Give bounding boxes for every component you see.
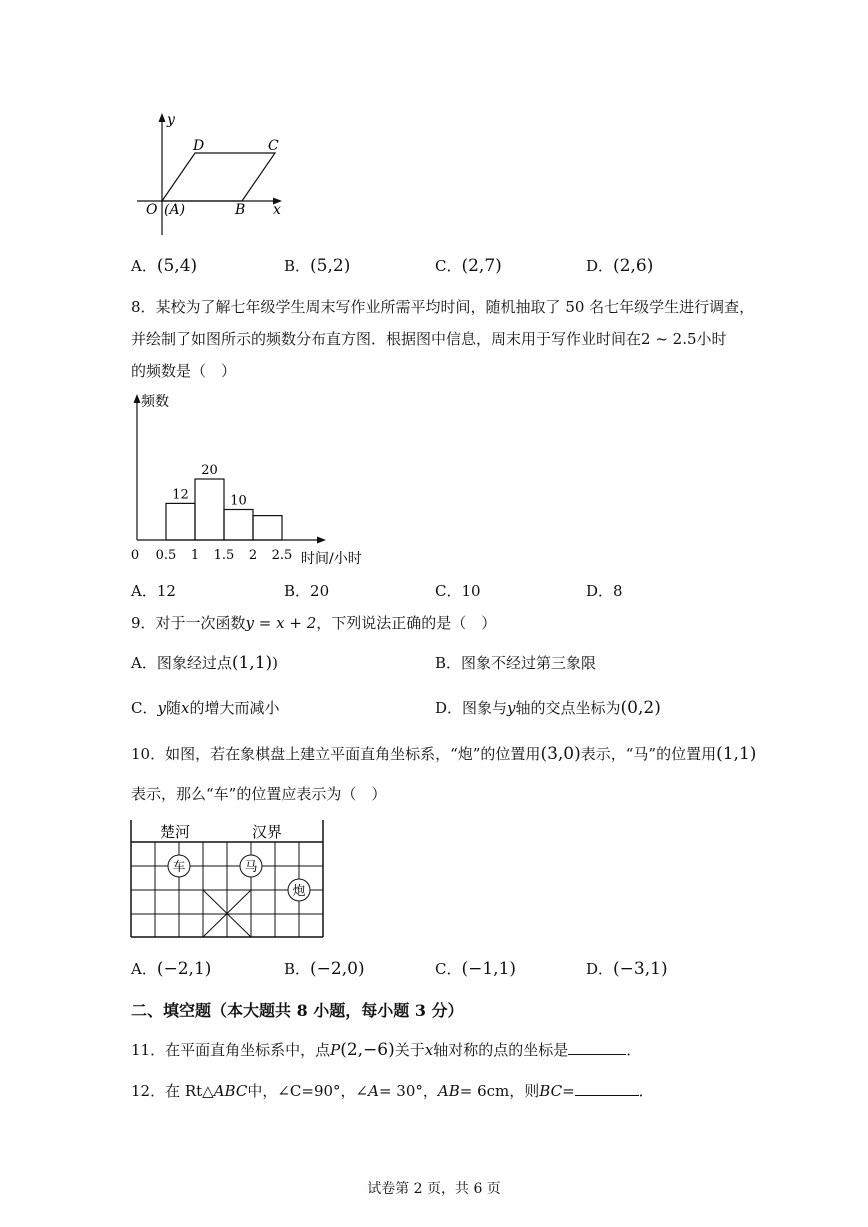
histogram-bar <box>253 516 282 540</box>
option-text: 轴的交点坐标为 <box>515 699 621 717</box>
q7-option-c[interactable] <box>435 255 502 276</box>
var-x: x <box>424 1041 434 1059</box>
q10-text: 10．如图，若在象棋盘上建立平面直角坐标系，“炮”的位置用 <box>131 745 541 763</box>
var-y: y <box>507 699 516 717</box>
q10-option-a[interactable] <box>131 958 211 979</box>
histogram-bar <box>166 503 195 540</box>
q11-text: ． <box>626 1041 642 1059</box>
svg-text:炮: 炮 <box>292 884 306 899</box>
option-letter: A． <box>131 257 157 275</box>
option-text: ) <box>272 654 279 672</box>
q8-stem-line3: 的频数是（ ） <box>131 362 237 380</box>
q8-option-c[interactable] <box>435 580 481 601</box>
option-letter: B． <box>284 960 311 978</box>
q11-text: 轴对称的点的坐标是 <box>433 1041 569 1059</box>
q11-stem <box>131 1039 641 1061</box>
q10-text: 表示，“马”的位置用 <box>580 745 717 763</box>
angle-a: A <box>368 1082 379 1100</box>
option-value: (−2,1) <box>156 959 212 979</box>
x-axis-label: 时间/小时 <box>301 551 362 567</box>
x-tick-label: 1 <box>190 548 200 563</box>
q7-parallelogram-figure <box>125 108 295 238</box>
bar-data-label: 10 <box>230 493 247 509</box>
piece-ma <box>240 855 262 877</box>
q12-text: 12．在 Rt△ <box>131 1082 214 1100</box>
answer-blank[interactable] <box>575 1081 639 1096</box>
q7-option-d[interactable] <box>586 255 653 276</box>
bar-data-label: 12 <box>172 487 189 503</box>
q10-point: (3,0) <box>540 744 581 764</box>
q11-text: 关于 <box>394 1041 425 1059</box>
histogram-bar <box>195 479 224 540</box>
q9-option-a[interactable] <box>131 652 278 674</box>
option-letter: D． <box>586 582 614 600</box>
option-letter: C． <box>435 257 462 275</box>
option-value: (−3,1) <box>613 959 668 979</box>
var-y: y <box>157 699 166 717</box>
option-value: 12 <box>156 582 176 600</box>
y-axis-arrow <box>134 394 141 403</box>
q12-text: ． <box>638 1082 654 1100</box>
point-a-label: (A) <box>164 202 186 218</box>
q8-text: 并绘制了如图所示的频数分布直方图．根据图中信息，周末用于写作业时间在 <box>131 330 642 348</box>
option-text: A．图象经过点 <box>131 654 232 672</box>
q10-option-b[interactable] <box>284 958 365 979</box>
answer-blank[interactable] <box>568 1040 626 1055</box>
q10-point: (1,1) <box>716 744 757 764</box>
option-point: (0,2) <box>620 698 661 718</box>
var-x: x <box>180 699 190 717</box>
option-point: (1,1) <box>231 653 273 673</box>
q10-stem-line1 <box>131 743 756 765</box>
q10-stem-line2: 表示，那么“车”的位置应表示为（ ） <box>131 785 387 803</box>
x-tick-label: 1.5 <box>213 548 235 563</box>
q10-option-c[interactable] <box>435 958 516 979</box>
option-text: C． <box>131 699 158 717</box>
option-letter: A． <box>131 960 157 978</box>
y-axis-label: 频数 <box>141 394 169 410</box>
point-c-label: C <box>268 138 279 154</box>
chess-board-figure <box>128 817 328 942</box>
option-letter: A． <box>131 582 157 600</box>
river-label-chu: 楚河 <box>160 823 191 841</box>
option-letter: B． <box>284 257 311 275</box>
page-footer: 试卷第 2 页，共 6 页 <box>367 1181 501 1197</box>
option-letter: D． <box>586 960 614 978</box>
x-tick-label: 2 <box>248 548 258 563</box>
option-value: 20 <box>310 582 330 600</box>
option-value: (2,7) <box>461 256 502 276</box>
option-letter: C． <box>435 582 462 600</box>
q7-option-a[interactable] <box>131 255 197 276</box>
origin-label: O <box>146 202 158 218</box>
q8-range: 2 ~ 2.5 <box>641 330 697 348</box>
piece-pao <box>288 879 310 901</box>
q8-option-a[interactable] <box>131 580 176 601</box>
q8-option-d[interactable] <box>586 580 623 601</box>
option-value: (−1,1) <box>461 959 517 979</box>
bar-data-label: 20 <box>201 463 218 478</box>
option-letter: B． <box>284 582 311 600</box>
q10-option-d[interactable] <box>586 958 668 979</box>
option-value: (−2,0) <box>310 959 365 979</box>
q11-point: (2,−6) <box>340 1040 395 1060</box>
q12-text: = 30°， <box>378 1082 438 1100</box>
option-value: (5,2) <box>310 256 351 276</box>
histogram-bar <box>224 510 253 541</box>
q9-text: ，下列说法正确的是（ ） <box>316 614 497 632</box>
side-bc: BC <box>539 1082 563 1100</box>
option-value: (5,4) <box>156 256 198 276</box>
section-title-fill-in: 二、填空题（本大题共 8 小题，每小题 3 分） <box>131 1001 464 1020</box>
frequency-histogram <box>125 390 375 575</box>
q11-text: 11．在平面直角坐标系中，点 <box>131 1041 331 1059</box>
q9-text: 9．对于一次函数 <box>131 614 246 632</box>
x-tick-label: 0.5 <box>155 548 177 563</box>
x-tick-label: 2.5 <box>271 548 293 563</box>
svg-text:车: 车 <box>172 860 186 875</box>
point-p: P <box>330 1041 341 1059</box>
q7-option-b[interactable] <box>284 255 350 276</box>
q9-option-c[interactable] <box>131 697 279 719</box>
option-text: 随 <box>165 699 181 717</box>
q12-text: = 6cm，则 <box>459 1082 540 1100</box>
q9-option-d[interactable] <box>435 697 661 719</box>
q9-stem <box>131 612 496 634</box>
option-text: 的增大而减小 <box>189 699 280 717</box>
river-label-han: 汉界 <box>252 823 283 841</box>
option-value: 10 <box>461 582 481 600</box>
y-axis-label: y <box>167 112 175 128</box>
option-text: D．图象与 <box>435 699 508 717</box>
q9-function: y = x + 2 <box>245 614 317 632</box>
q12-stem <box>131 1080 654 1102</box>
point-b-label: B <box>235 202 246 218</box>
q9-option-b[interactable]: B．图象不经过第三象限 <box>435 654 597 672</box>
parallelogram-abcd <box>162 153 275 201</box>
q8-stem-line2 <box>131 328 727 350</box>
q8-stem-line1: 8．某校为了解七年级学生周末写作业所需平均时间，随机抽取了 50 名七年级学生进行调查， <box>131 298 755 316</box>
q12-text: = <box>562 1082 575 1100</box>
point-d-label: D <box>193 138 205 154</box>
triangle-name: ABC <box>213 1082 248 1100</box>
x-axis-label: x <box>273 202 281 218</box>
q8-unit: 小时 <box>696 330 727 348</box>
q8-option-b[interactable] <box>284 580 329 601</box>
option-letter: D． <box>586 257 614 275</box>
option-letter: C． <box>435 960 462 978</box>
q12-text: 中，∠C=90°，∠ <box>247 1082 369 1100</box>
x-tick-label: 0 <box>130 548 140 563</box>
x-axis-arrow <box>317 537 326 544</box>
side-ab: AB <box>437 1082 460 1100</box>
piece-che <box>168 855 190 877</box>
svg-text:马: 马 <box>244 860 258 875</box>
option-value: (2,6) <box>613 256 654 276</box>
option-value: 8 <box>613 582 623 600</box>
